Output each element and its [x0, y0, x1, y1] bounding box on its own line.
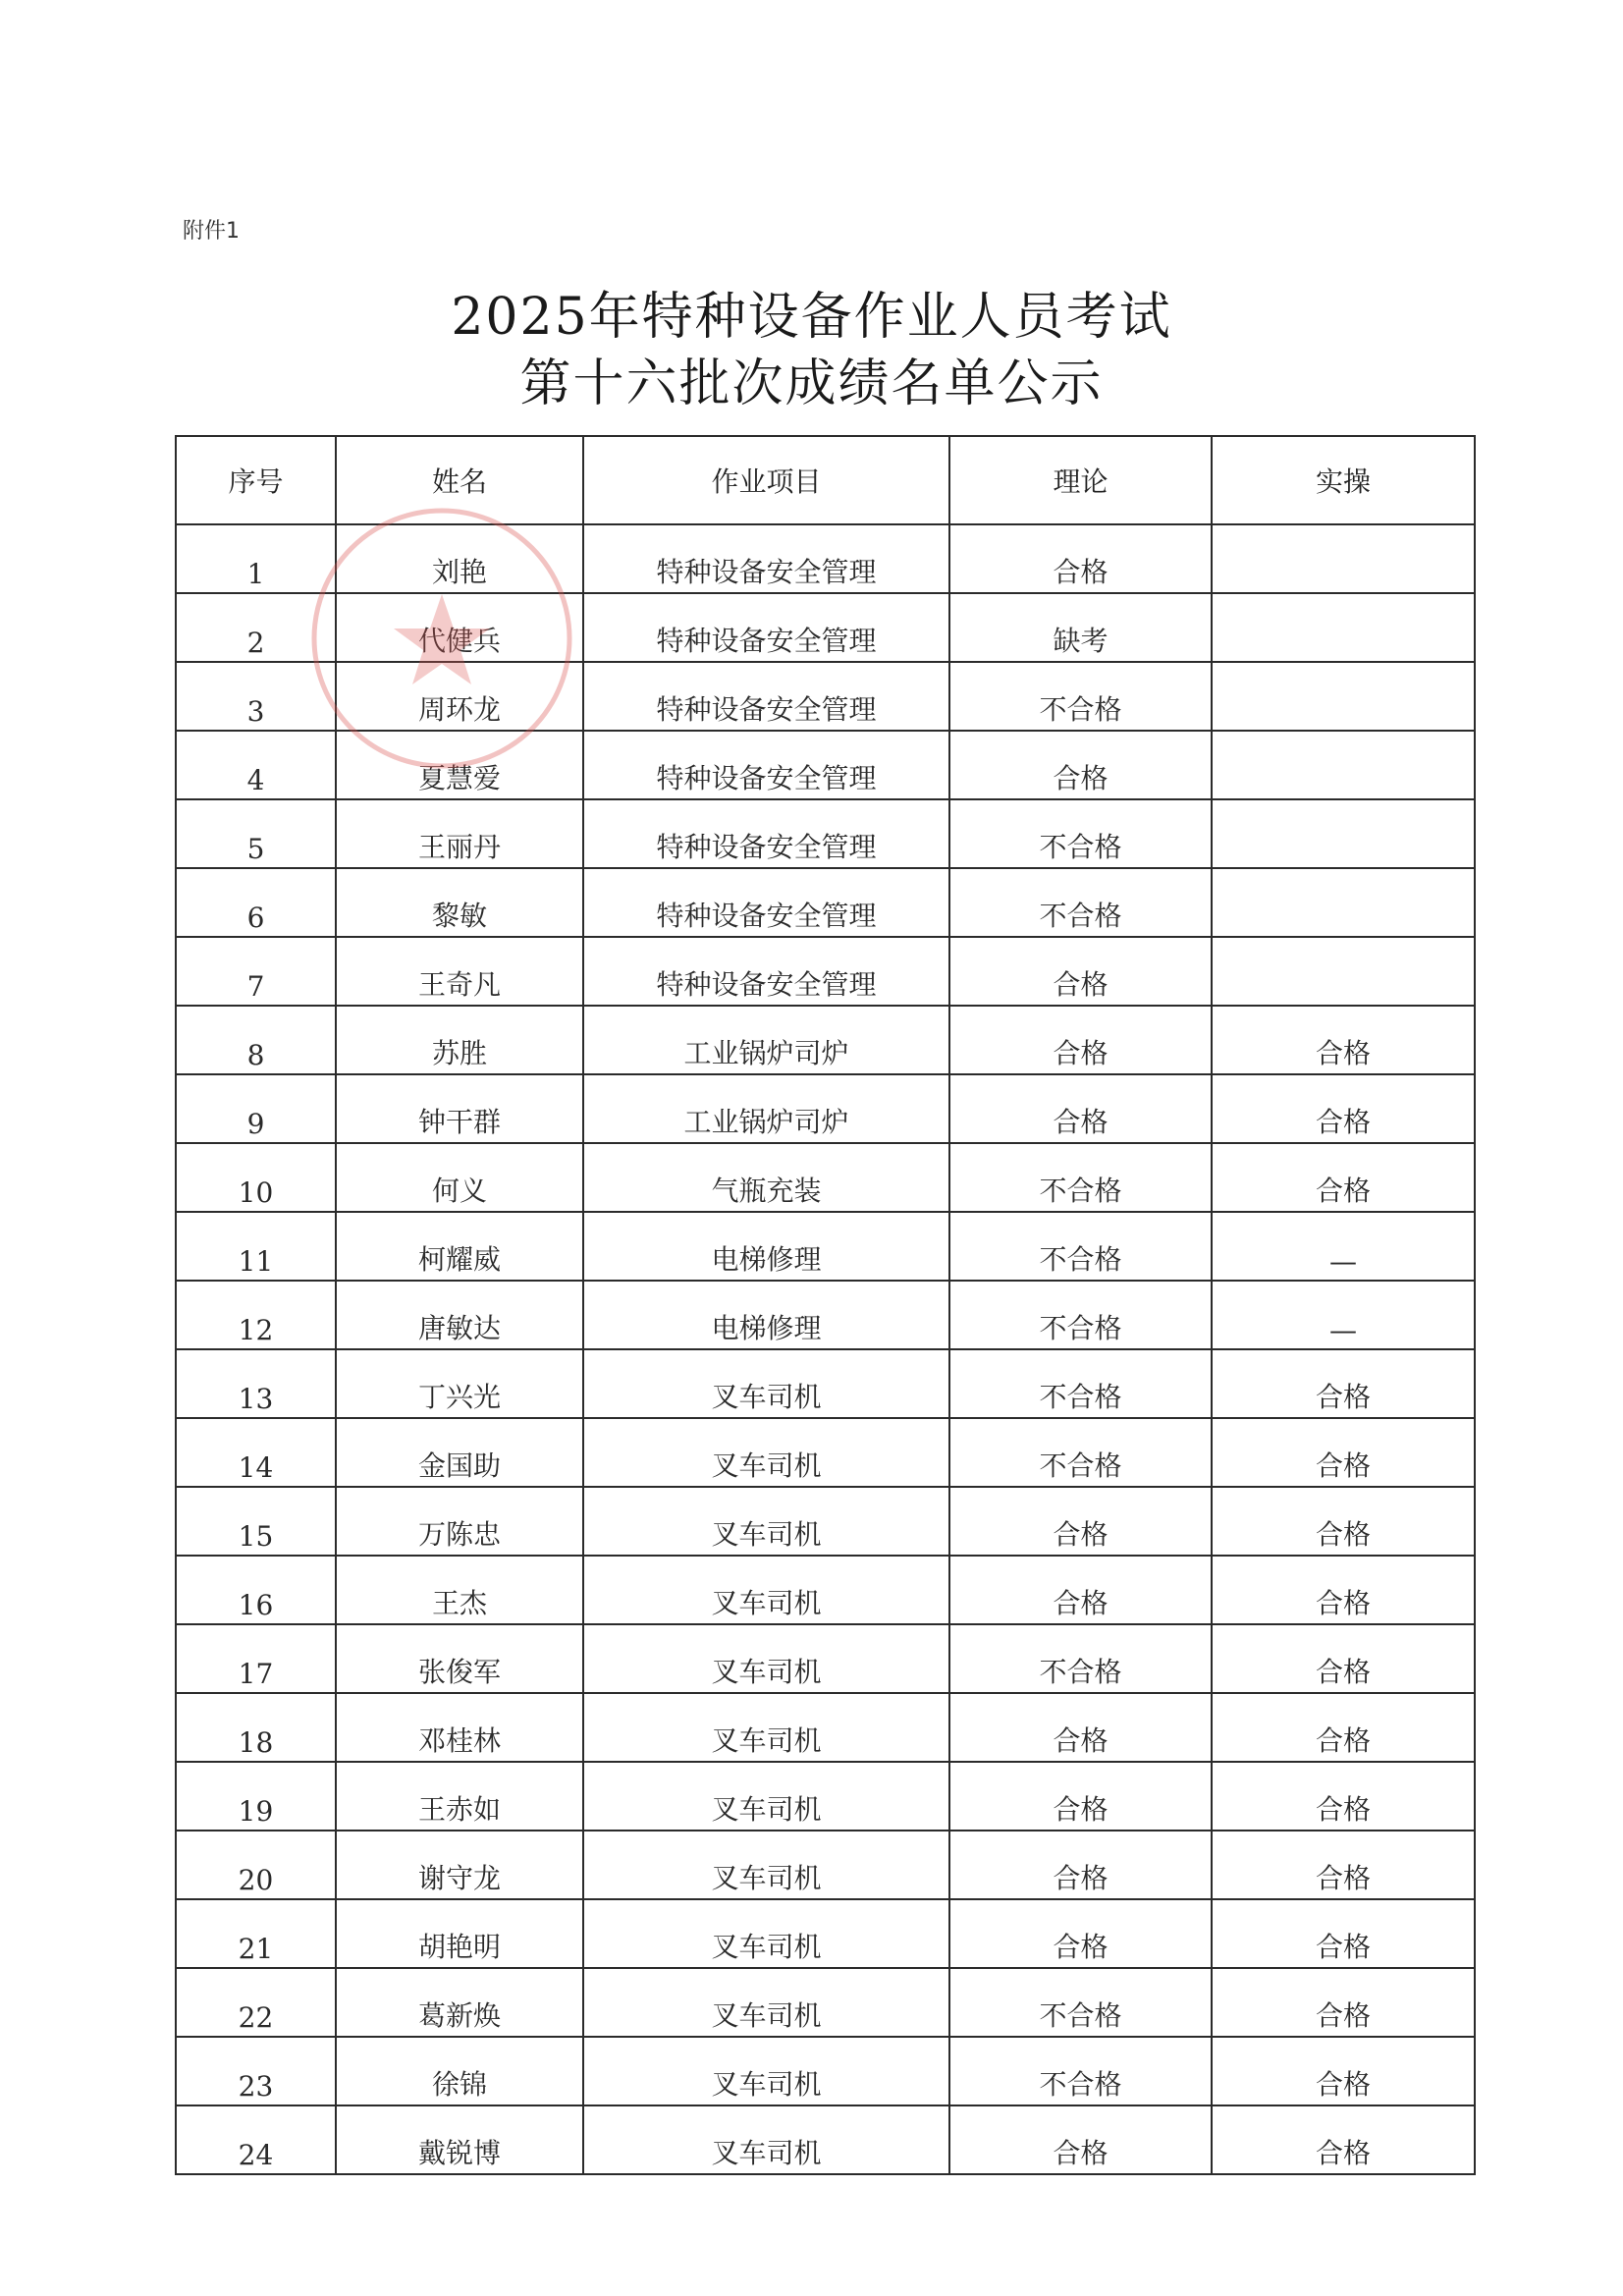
cell-practice: 合格 [1212, 1556, 1475, 1624]
cell-name: 王丽丹 [336, 799, 583, 868]
table-row [176, 731, 1475, 799]
cell-project: 叉车司机 [583, 1624, 949, 1693]
table-row [176, 1143, 1475, 1212]
cell-practice: 合格 [1212, 1831, 1475, 1899]
table-row [176, 524, 1475, 593]
cell-name: 周环龙 [336, 662, 583, 731]
cell-theory: 不合格 [949, 1212, 1212, 1281]
cell-index: 22 [176, 1968, 336, 2037]
cell-practice: 合格 [1212, 1762, 1475, 1831]
cell-index: 3 [176, 662, 336, 731]
cell-theory: 合格 [949, 1487, 1212, 1556]
cell-project: 叉车司机 [583, 1968, 949, 2037]
cell-name: 谢守龙 [336, 1831, 583, 1899]
table-row [176, 1762, 1475, 1831]
cell-practice: 合格 [1212, 2105, 1475, 2174]
cell-practice: 合格 [1212, 1693, 1475, 1762]
cell-name: 唐敏达 [336, 1281, 583, 1349]
cell-name: 金国助 [336, 1418, 583, 1487]
table-row [176, 1212, 1475, 1281]
cell-name: 柯耀威 [336, 1212, 583, 1281]
table-row [176, 2105, 1475, 2174]
table-row [176, 1693, 1475, 1762]
cell-theory: 合格 [949, 1762, 1212, 1831]
cell-theory: 合格 [949, 1831, 1212, 1899]
table-row [176, 1968, 1475, 2037]
cell-index: 20 [176, 1831, 336, 1899]
cell-theory: 合格 [949, 1074, 1212, 1143]
cell-index: 12 [176, 1281, 336, 1349]
cell-practice [1212, 524, 1475, 593]
table-row [176, 1831, 1475, 1899]
cell-project: 特种设备安全管理 [583, 593, 949, 662]
cell-project: 叉车司机 [583, 1762, 949, 1831]
cell-project: 叉车司机 [583, 2037, 949, 2105]
cell-name: 徐锦 [336, 2037, 583, 2105]
cell-project: 特种设备安全管理 [583, 662, 949, 731]
table-row [176, 937, 1475, 1006]
cell-index: 21 [176, 1899, 336, 1968]
table-body [176, 524, 1475, 2174]
cell-project: 特种设备安全管理 [583, 524, 949, 593]
table-row [176, 1556, 1475, 1624]
cell-project: 叉车司机 [583, 1899, 949, 1968]
cell-theory: 合格 [949, 937, 1212, 1006]
cell-practice [1212, 731, 1475, 799]
cell-index: 1 [176, 524, 336, 593]
cell-theory: 不合格 [949, 1143, 1212, 1212]
cell-index: 16 [176, 1556, 336, 1624]
cell-project: 工业锅炉司炉 [583, 1074, 949, 1143]
cell-project: 叉车司机 [583, 1349, 949, 1418]
cell-name: 代健兵 [336, 593, 583, 662]
cell-theory: 不合格 [949, 1418, 1212, 1487]
cell-practice [1212, 868, 1475, 937]
table-row [176, 2037, 1475, 2105]
cell-project: 电梯修理 [583, 1212, 949, 1281]
table-row [176, 1074, 1475, 1143]
cell-name: 刘艳 [336, 524, 583, 593]
cell-practice: 合格 [1212, 1418, 1475, 1487]
cell-index: 23 [176, 2037, 336, 2105]
cell-index: 11 [176, 1212, 336, 1281]
cell-name: 王奇凡 [336, 937, 583, 1006]
cell-theory: 不合格 [949, 868, 1212, 937]
cell-project: 叉车司机 [583, 2105, 949, 2174]
cell-practice: 合格 [1212, 1968, 1475, 2037]
table-row [176, 799, 1475, 868]
cell-theory: 合格 [949, 1556, 1212, 1624]
cell-practice: — [1212, 1281, 1475, 1349]
cell-name: 张俊军 [336, 1624, 583, 1693]
cell-name: 丁兴光 [336, 1349, 583, 1418]
table-row [176, 1006, 1475, 1074]
cell-name: 戴锐博 [336, 2105, 583, 2174]
cell-project: 特种设备安全管理 [583, 731, 949, 799]
cell-index: 9 [176, 1074, 336, 1143]
cell-practice: — [1212, 1212, 1475, 1281]
table-row [176, 593, 1475, 662]
table-header-row [176, 436, 1475, 524]
table-row [176, 1281, 1475, 1349]
cell-index: 19 [176, 1762, 336, 1831]
table-row [176, 1487, 1475, 1556]
cell-project: 工业锅炉司炉 [583, 1006, 949, 1074]
cell-index: 13 [176, 1349, 336, 1418]
cell-project: 电梯修理 [583, 1281, 949, 1349]
column-header-project: 作业项目 [583, 436, 949, 524]
cell-practice: 合格 [1212, 1006, 1475, 1074]
cell-practice [1212, 593, 1475, 662]
table-row [176, 1624, 1475, 1693]
table-row [176, 1899, 1475, 1968]
cell-theory: 不合格 [949, 1349, 1212, 1418]
cell-project: 特种设备安全管理 [583, 937, 949, 1006]
cell-theory: 合格 [949, 731, 1212, 799]
cell-practice [1212, 799, 1475, 868]
cell-practice: 合格 [1212, 1487, 1475, 1556]
cell-project: 气瓶充装 [583, 1143, 949, 1212]
cell-name: 苏胜 [336, 1006, 583, 1074]
cell-name: 王赤如 [336, 1762, 583, 1831]
cell-name: 万陈忠 [336, 1487, 583, 1556]
cell-theory: 合格 [949, 1693, 1212, 1762]
cell-index: 14 [176, 1418, 336, 1487]
cell-project: 特种设备安全管理 [583, 799, 949, 868]
column-header-name: 姓名 [336, 436, 583, 524]
cell-name: 钟干群 [336, 1074, 583, 1143]
cell-index: 7 [176, 937, 336, 1006]
cell-practice: 合格 [1212, 1143, 1475, 1212]
cell-index: 6 [176, 868, 336, 937]
cell-index: 8 [176, 1006, 336, 1074]
cell-theory: 合格 [949, 524, 1212, 593]
cell-practice: 合格 [1212, 1074, 1475, 1143]
cell-project: 叉车司机 [583, 1487, 949, 1556]
cell-index: 24 [176, 2105, 336, 2174]
column-header-index: 序号 [176, 436, 336, 524]
cell-index: 5 [176, 799, 336, 868]
cell-theory: 合格 [949, 1006, 1212, 1074]
results-table [175, 435, 1476, 2175]
cell-theory: 合格 [949, 1899, 1212, 1968]
cell-index: 17 [176, 1624, 336, 1693]
cell-theory: 不合格 [949, 1968, 1212, 2037]
attachment-label: 附件1 [183, 219, 240, 244]
cell-index: 2 [176, 593, 336, 662]
cell-name: 邓桂林 [336, 1693, 583, 1762]
cell-index: 4 [176, 731, 336, 799]
table-row [176, 1418, 1475, 1487]
column-header-practice: 实操 [1212, 436, 1475, 524]
cell-theory: 不合格 [949, 1281, 1212, 1349]
cell-practice: 合格 [1212, 1624, 1475, 1693]
cell-theory: 合格 [949, 2105, 1212, 2174]
cell-practice [1212, 662, 1475, 731]
cell-project: 叉车司机 [583, 1831, 949, 1899]
cell-project: 特种设备安全管理 [583, 868, 949, 937]
cell-project: 叉车司机 [583, 1693, 949, 1762]
cell-name: 胡艳明 [336, 1899, 583, 1968]
table-row [176, 662, 1475, 731]
page-title-line-1: 2025年特种设备作业人员考试 [451, 288, 1172, 347]
page-title-line-2: 第十六批次成绩名单公示 [519, 355, 1104, 413]
cell-practice: 合格 [1212, 1899, 1475, 1968]
cell-practice: 合格 [1212, 2037, 1475, 2105]
cell-index: 15 [176, 1487, 336, 1556]
column-header-theory: 理论 [949, 436, 1212, 524]
cell-project: 叉车司机 [583, 1556, 949, 1624]
cell-name: 葛新焕 [336, 1968, 583, 2037]
cell-theory: 不合格 [949, 662, 1212, 731]
cell-name: 黎敏 [336, 868, 583, 937]
cell-theory: 不合格 [949, 2037, 1212, 2105]
cell-practice [1212, 937, 1475, 1006]
cell-name: 夏慧爱 [336, 731, 583, 799]
cell-theory: 不合格 [949, 1624, 1212, 1693]
table-row [176, 1349, 1475, 1418]
cell-theory: 不合格 [949, 799, 1212, 868]
cell-name: 王杰 [336, 1556, 583, 1624]
cell-project: 叉车司机 [583, 1418, 949, 1487]
cell-practice: 合格 [1212, 1349, 1475, 1418]
cell-index: 10 [176, 1143, 336, 1212]
table-row [176, 868, 1475, 937]
cell-name: 何义 [336, 1143, 583, 1212]
cell-theory: 缺考 [949, 593, 1212, 662]
cell-index: 18 [176, 1693, 336, 1762]
